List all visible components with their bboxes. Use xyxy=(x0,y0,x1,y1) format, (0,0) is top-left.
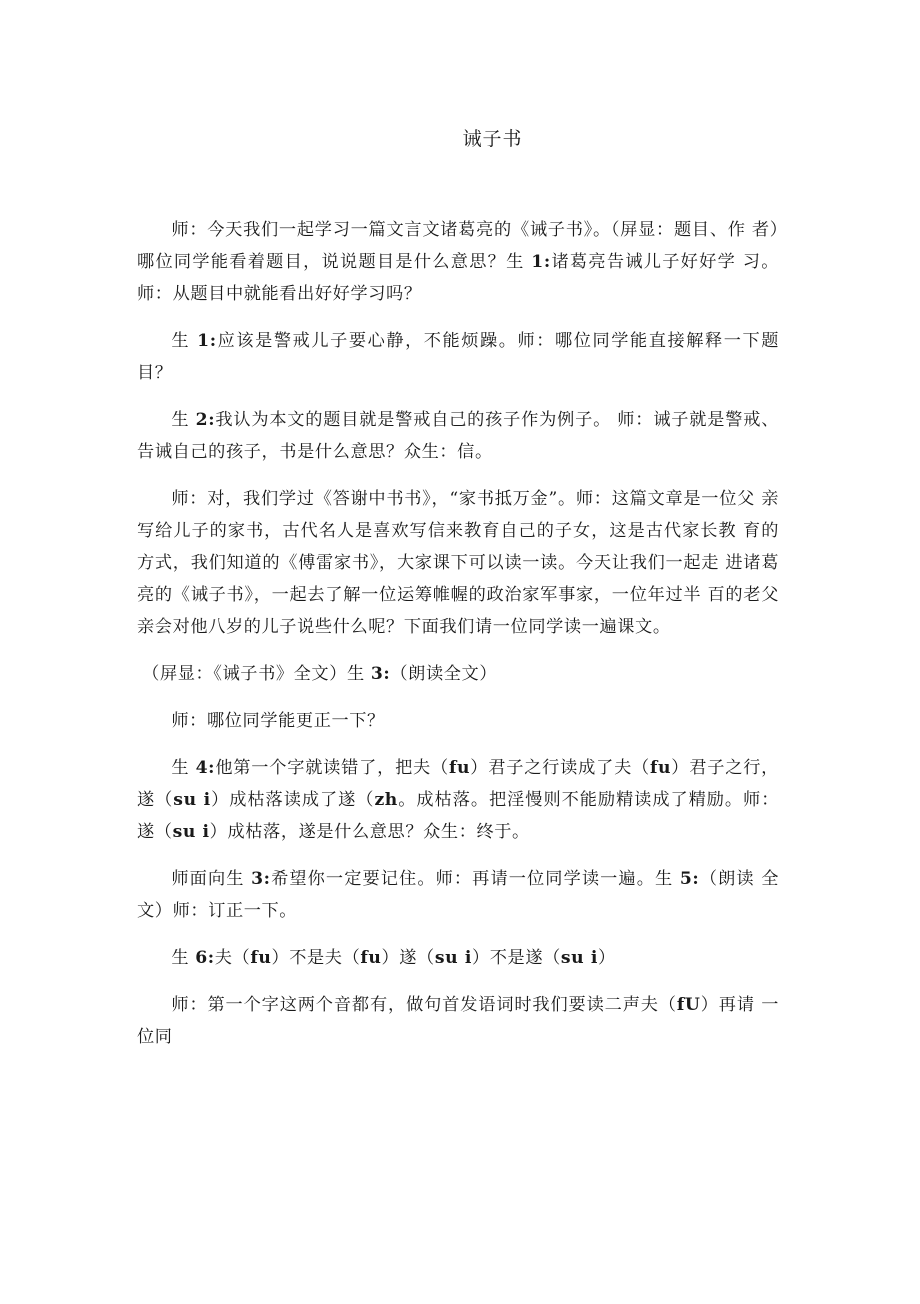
bold-text: fu xyxy=(360,948,382,968)
bold-text: 5: xyxy=(679,869,700,889)
bold-text: su i xyxy=(434,948,472,968)
bold-text: 4: xyxy=(195,758,216,778)
text-segment: ）成枯落读成了遂（ xyxy=(210,790,375,810)
bold-text: fU xyxy=(676,995,701,1015)
paragraph xyxy=(137,752,779,848)
text-segment: （朗读全文） xyxy=(390,664,498,684)
text-segment: 夫（ xyxy=(214,948,251,968)
text-segment: 师：第一个字这两个音都有，做句首发语词时我们要读二声夫（ xyxy=(171,995,677,1015)
text-segment: 师：哪位同学能更正一下？ xyxy=(171,711,385,731)
text-segment: ）君子之行，遂（ xyxy=(137,758,779,810)
bold-text: su i xyxy=(173,790,211,810)
bold-text: 1: xyxy=(197,331,217,351)
page-title: 诫子书 xyxy=(462,128,523,150)
bold-text: zh xyxy=(374,790,398,810)
text-segment: ）遂（ xyxy=(381,948,435,968)
text-segment: （朗读 全文）师：订正一下。 xyxy=(137,869,780,921)
text-segment: （屏显：《诫子书》全文）生 xyxy=(142,664,371,684)
bold-text: 3: xyxy=(370,664,391,684)
text-segment: 。成枯落。把淫慢则不能励精读成了精励。师：遂（ xyxy=(137,790,779,842)
text-segment: 应该是警戒儿子要心静，不能烦躁。师：哪位同学能直接解释一下题 目？ xyxy=(137,331,779,383)
bold-text: su i xyxy=(172,822,210,842)
text-segment: 诸葛亮告诫儿子好好学 习。师：从题目中就能看出好好学习吗？ xyxy=(137,252,780,304)
text-segment: ）不是夫（ xyxy=(271,948,361,968)
bold-text: 1: xyxy=(531,252,551,272)
bold-text: 2: xyxy=(195,410,216,430)
paragraph xyxy=(137,483,779,643)
text-segment: ）不是遂（ xyxy=(471,948,561,968)
paragraph xyxy=(137,325,779,389)
paragraph xyxy=(137,404,779,468)
bold-text: 6: xyxy=(195,948,215,968)
text-segment: 生 xyxy=(171,948,196,968)
document-body xyxy=(137,214,779,1068)
text-segment: ）君子之行读成了夫（ xyxy=(470,758,651,778)
text-segment: 师：对，我们学过《答谢中书书》，“家书抵万金”。师：这篇文章是一位父 亲写给儿子的家书，古代名人是喜欢写信来教育自己的子女，这是古代家长教 育的方式，我们知道的《傅雷家书》，大家课下可以读一读。今天让我们一起走 进诸葛亮的《诫子书》，一起去了解一位运筹帷幄的政治家军事家，一位年过半 百的老父亲会对他八岁的儿子说些什么呢？下面我们请一位同学读一遍课文。 xyxy=(137,489,779,637)
paragraph xyxy=(137,942,779,974)
text-segment: 他第一个字就读错了，把夫（ xyxy=(215,758,449,778)
text-segment: 生 xyxy=(171,410,196,430)
paragraph xyxy=(137,705,779,737)
text-segment: ） xyxy=(598,948,616,968)
text-segment: ）成枯落，遂是什么意思？众生：终于。 xyxy=(209,822,530,842)
text-segment: 师面向生 xyxy=(171,869,252,889)
bold-text: fu xyxy=(449,758,471,778)
text-segment: 生 xyxy=(171,331,198,351)
bold-text: fu xyxy=(650,758,672,778)
text-segment: 师：今天我们一起学习一篇文言文诸葛亮的《诫子书》。（屏显：题目、作 者）哪位同学能看着题目，说说题目是什么意思？生 xyxy=(137,220,779,272)
paragraph xyxy=(137,214,779,310)
text-segment: ）再请 一位同 xyxy=(137,995,779,1047)
paragraph xyxy=(137,989,779,1053)
text-segment: 我认为本文的题目就是警戒自己的孩子作为例子。 师：诫子就是警戒、 告诫自己的孩子，书是什么意思？众生：信。 xyxy=(137,410,779,462)
bold-text: 3: xyxy=(251,869,271,889)
bold-text: fu xyxy=(250,948,272,968)
paragraph xyxy=(137,863,779,927)
paragraph xyxy=(137,658,779,690)
text-segment: 生 xyxy=(171,758,196,778)
bold-text: su i xyxy=(560,948,598,968)
text-segment: 希望你一定要记住。师：再请一位同学读一遍。生 xyxy=(270,869,680,889)
